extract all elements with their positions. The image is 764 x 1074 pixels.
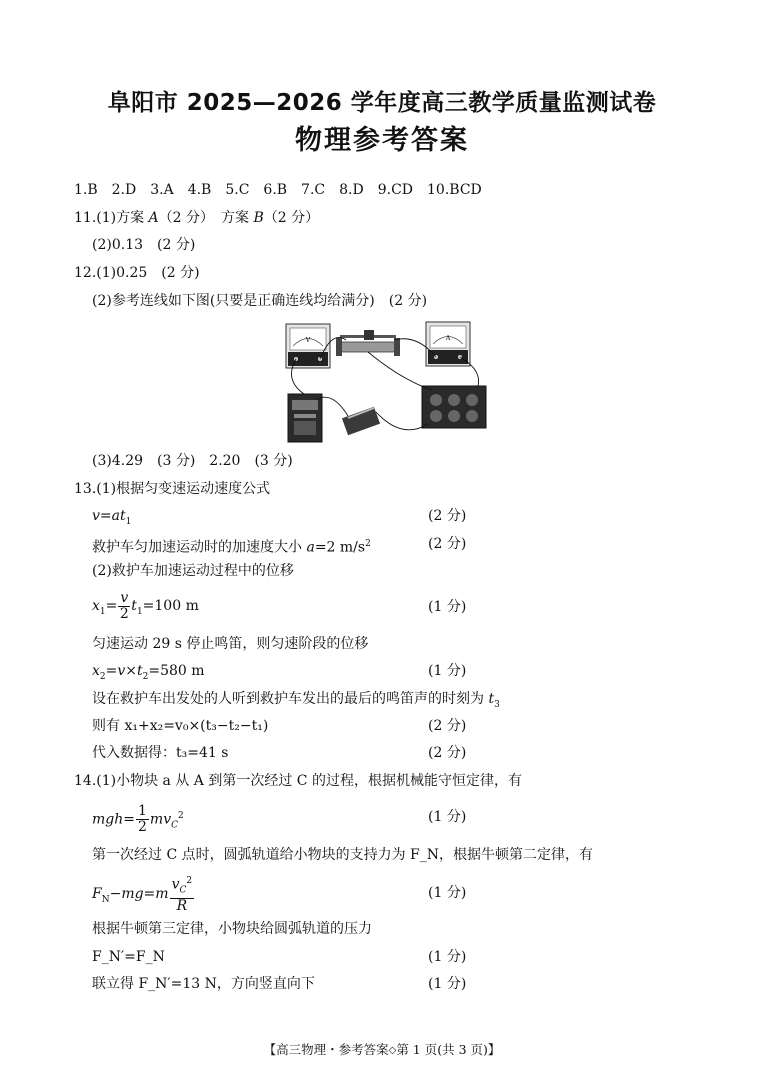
q13-eq5: 代入数据得：t₃=41 s [92, 745, 229, 761]
q11-part1: 11.(1)方案 A（2 分） 方案 B（2 分） [74, 210, 320, 226]
fraction: $\frac{1}{2}$ [138, 803, 147, 836]
q14-intro: 14.(1)小物块 a 从 A 到第一次经过 C 的过程，根据机械能守恒定律，有 [74, 773, 522, 789]
q12-part2: (2)参考连线如下图(只要是正确连线均给满分) (2 分) [92, 293, 428, 309]
q13-eq4-score: (2 分) [428, 718, 467, 734]
q14-eq3: F_N′=F_N [92, 949, 165, 965]
q14-support: 第一次经过 C 点时，圆弧轨道给小物块的支持力为 F_N，根据牛顿第二定律，有 [92, 847, 594, 863]
diamond-icon: ◇ [388, 1045, 397, 1056]
voltmeter-label: V [305, 337, 311, 344]
q14-eq4-score: (1 分) [428, 976, 467, 992]
q13-assume: 设在救护车出发处的人听到救护车发出的最后的鸣笛声的时刻为 $t_3$ [92, 691, 500, 710]
q13-eq5-score: (2 分) [428, 745, 467, 761]
q12-part1: 12.(1)0.25 (2 分) [74, 265, 200, 281]
q13-eq4: 则有 x₁+x₂=v₀×(t₃−t₂−t₁) [92, 718, 269, 734]
q14-third-law: 根据牛顿第三定律，小物块给圆弧轨道的压力 [92, 921, 372, 937]
mc-answers: 1.B 2.D 3.A 4.B 5.C 6.B 7.C 8.D 9.CD 10.BCD [74, 182, 482, 198]
fraction: $\frac{v}{2}$ [119, 589, 129, 622]
voltmeter [286, 324, 330, 368]
answer-key-title: 物理参考答案 [295, 125, 469, 156]
q14-eq2-score: (1 分) [428, 885, 467, 901]
q11-part2: (2)0.13 (2 分) [92, 237, 196, 253]
q13-eq3-score: (1 分) [428, 663, 467, 679]
knife-switch [342, 407, 380, 436]
q13-eq3: $x_2=v\times t_2=580$ m [92, 663, 205, 682]
battery-box [288, 394, 322, 442]
exam-title: 阜阳市 2025—2026 学年度高三教学质量监测试卷 [107, 90, 657, 116]
q13-eq2-score: (1 分) [428, 599, 467, 615]
q14-eq2: $F_N-mg=m$ $\frac{v_C^2}{R}$ [92, 876, 193, 915]
fraction: $\frac{v_C^2}{R}$ [171, 876, 193, 915]
circuit-wiring-figure [282, 320, 492, 448]
ammeter-label: A [445, 335, 451, 342]
q13-eq2: $x_1=$ $\frac{v}{2}$ $t_1=100$ m [92, 589, 199, 622]
q13-part2: (2)救护车加速运动过程中的位移 [92, 563, 294, 579]
q13-eq1-score: (2 分) [428, 508, 467, 524]
q13-uniform: 匀速运动 29 s 停止鸣笛，则匀速阶段的位移 [92, 636, 369, 652]
q14-eq1: mgh= $\frac{1}{2}$ $mv_C^2$ [92, 803, 184, 836]
page-footer: 【高三物理・参考答案◇第 1 页(共 3 页)】 [263, 1042, 501, 1057]
q14-eq4: 联立得 F_N′=13 N，方向竖直向下 [92, 976, 315, 992]
resistance-box [422, 386, 486, 428]
q13-accel-score: (2 分) [428, 536, 467, 552]
q13-accel: 救护车匀加速运动时的加速度大小 a=2 $m/s^2$ [92, 539, 371, 556]
q14-eq3-score: (1 分) [428, 949, 467, 965]
q14-eq1-score: (1 分) [428, 809, 467, 825]
q13-eq1: $v=at_1$ [92, 508, 132, 527]
q13-intro: 13.(1)根据匀变速运动速度公式 [74, 481, 271, 497]
q12-part3: (3)4.29 (3 分) 2.20 (3 分) [92, 453, 293, 469]
